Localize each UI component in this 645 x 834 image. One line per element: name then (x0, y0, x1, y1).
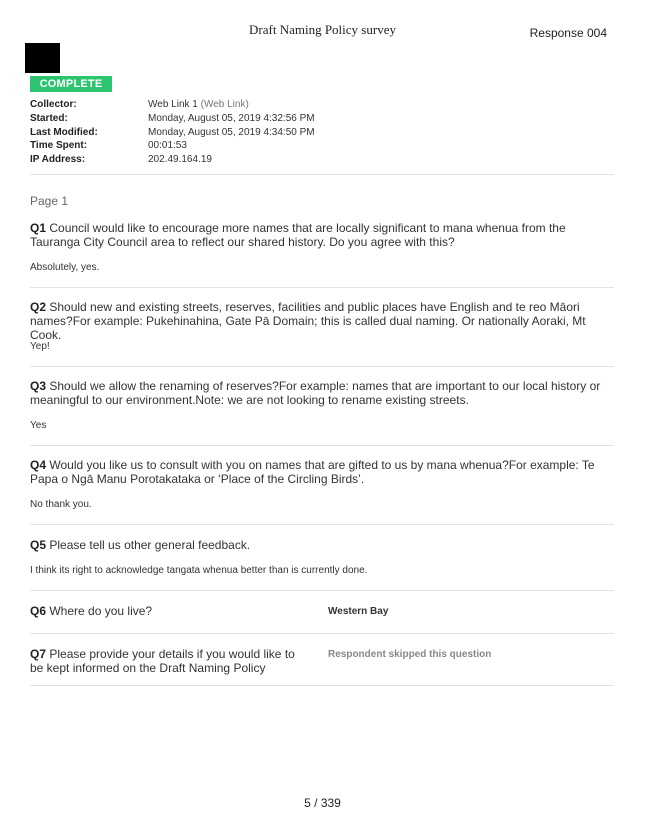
time-spent-row (30, 139, 614, 153)
ip-address-value: 202.49.164.19 (148, 154, 212, 166)
answer-q7-skipped: Respondent skipped this question (328, 649, 492, 660)
last-modified-label: Last Modified: (30, 126, 98, 138)
question-q7 (30, 647, 310, 675)
document-title: Draft Naming Policy survey (249, 22, 396, 37)
answer-q4: No thank you. (30, 499, 92, 510)
collector-type: (Web Link) (200, 99, 249, 110)
ip-address-label: IP Address: (30, 154, 86, 166)
divider (30, 685, 614, 686)
status-badge: COMPLETE (30, 76, 112, 92)
question-number: Q5 (30, 538, 47, 552)
started-label: Started: (30, 112, 68, 124)
question-text: Please provide your details if you would like to be kept informed on the Draft Naming Policy (30, 647, 295, 675)
ip-address-row (30, 153, 614, 167)
started-row (30, 112, 614, 126)
response-number: Response 004 (529, 26, 607, 40)
question-q5 (30, 538, 614, 552)
question-q4 (30, 458, 614, 486)
question-number: Q3 (30, 379, 47, 393)
divider (30, 174, 614, 175)
question-number: Q7 (30, 647, 47, 661)
question-q1 (30, 221, 614, 249)
question-number: Q1 (30, 221, 47, 235)
question-text: Should we allow the renaming of reserves?For example: names that are important to our local history or meaningful to our environment.Note: we are not looking to rename existing streets. (30, 379, 601, 407)
divider (30, 633, 614, 634)
question-text: Where do you live? (49, 604, 153, 618)
page-label: Page 1 (30, 194, 69, 208)
collector-value: Web Link 1 (Web Link) (148, 99, 249, 110)
answer-q1: Absolutely, yes. (30, 262, 100, 273)
time-spent-value: 00:01:53 (148, 140, 187, 152)
started-value: Monday, August 05, 2019 4:32:56 PM (148, 112, 315, 124)
answer-q5: I think its right to acknowledge tangata whenua better than is currently done. (30, 565, 368, 576)
divider (30, 524, 614, 525)
question-text: Please tell us other general feedback. (49, 538, 251, 552)
logo-block (25, 43, 60, 73)
question-number: Q2 (30, 300, 47, 314)
question-q3 (30, 379, 614, 407)
answer-q2: Yep! (30, 341, 50, 352)
question-q6 (30, 604, 310, 618)
collector-row (30, 98, 614, 112)
last-modified-row (30, 126, 614, 140)
question-number: Q6 (30, 604, 47, 618)
collector-label: Collector: (30, 99, 77, 110)
time-spent-label: Time Spent: (30, 140, 88, 152)
answer-q6: Western Bay (328, 606, 389, 617)
question-text: Should new and existing streets, reserves, facilities and public places have English and te reo Māori names?For example: Pukehinahina, Gate Pā Domain; this is called dual naming. Or nationally Aoraki, Mt Cook. (30, 300, 586, 342)
question-q2 (30, 300, 614, 342)
page-indicator: 5 / 339 (304, 796, 341, 810)
divider (30, 287, 614, 288)
question-text: Would you like us to consult with you on names that are gifted to us by mana whenua?For example: Te Papa o Ngā Manu Porotakataka or ‘Place of the Circling Birds’. (30, 458, 595, 486)
last-modified-value: Monday, August 05, 2019 4:34:50 PM (148, 126, 315, 138)
question-number: Q4 (30, 458, 47, 472)
divider (30, 445, 614, 446)
answer-q3: Yes (30, 420, 47, 431)
divider (30, 366, 614, 367)
response-metadata (30, 98, 614, 167)
divider (30, 590, 614, 591)
question-text: Council would like to encourage more names that are locally significant to mana whenua from the Tauranga City Council area to reflect our shared history. Do you agree with this? (30, 221, 566, 249)
